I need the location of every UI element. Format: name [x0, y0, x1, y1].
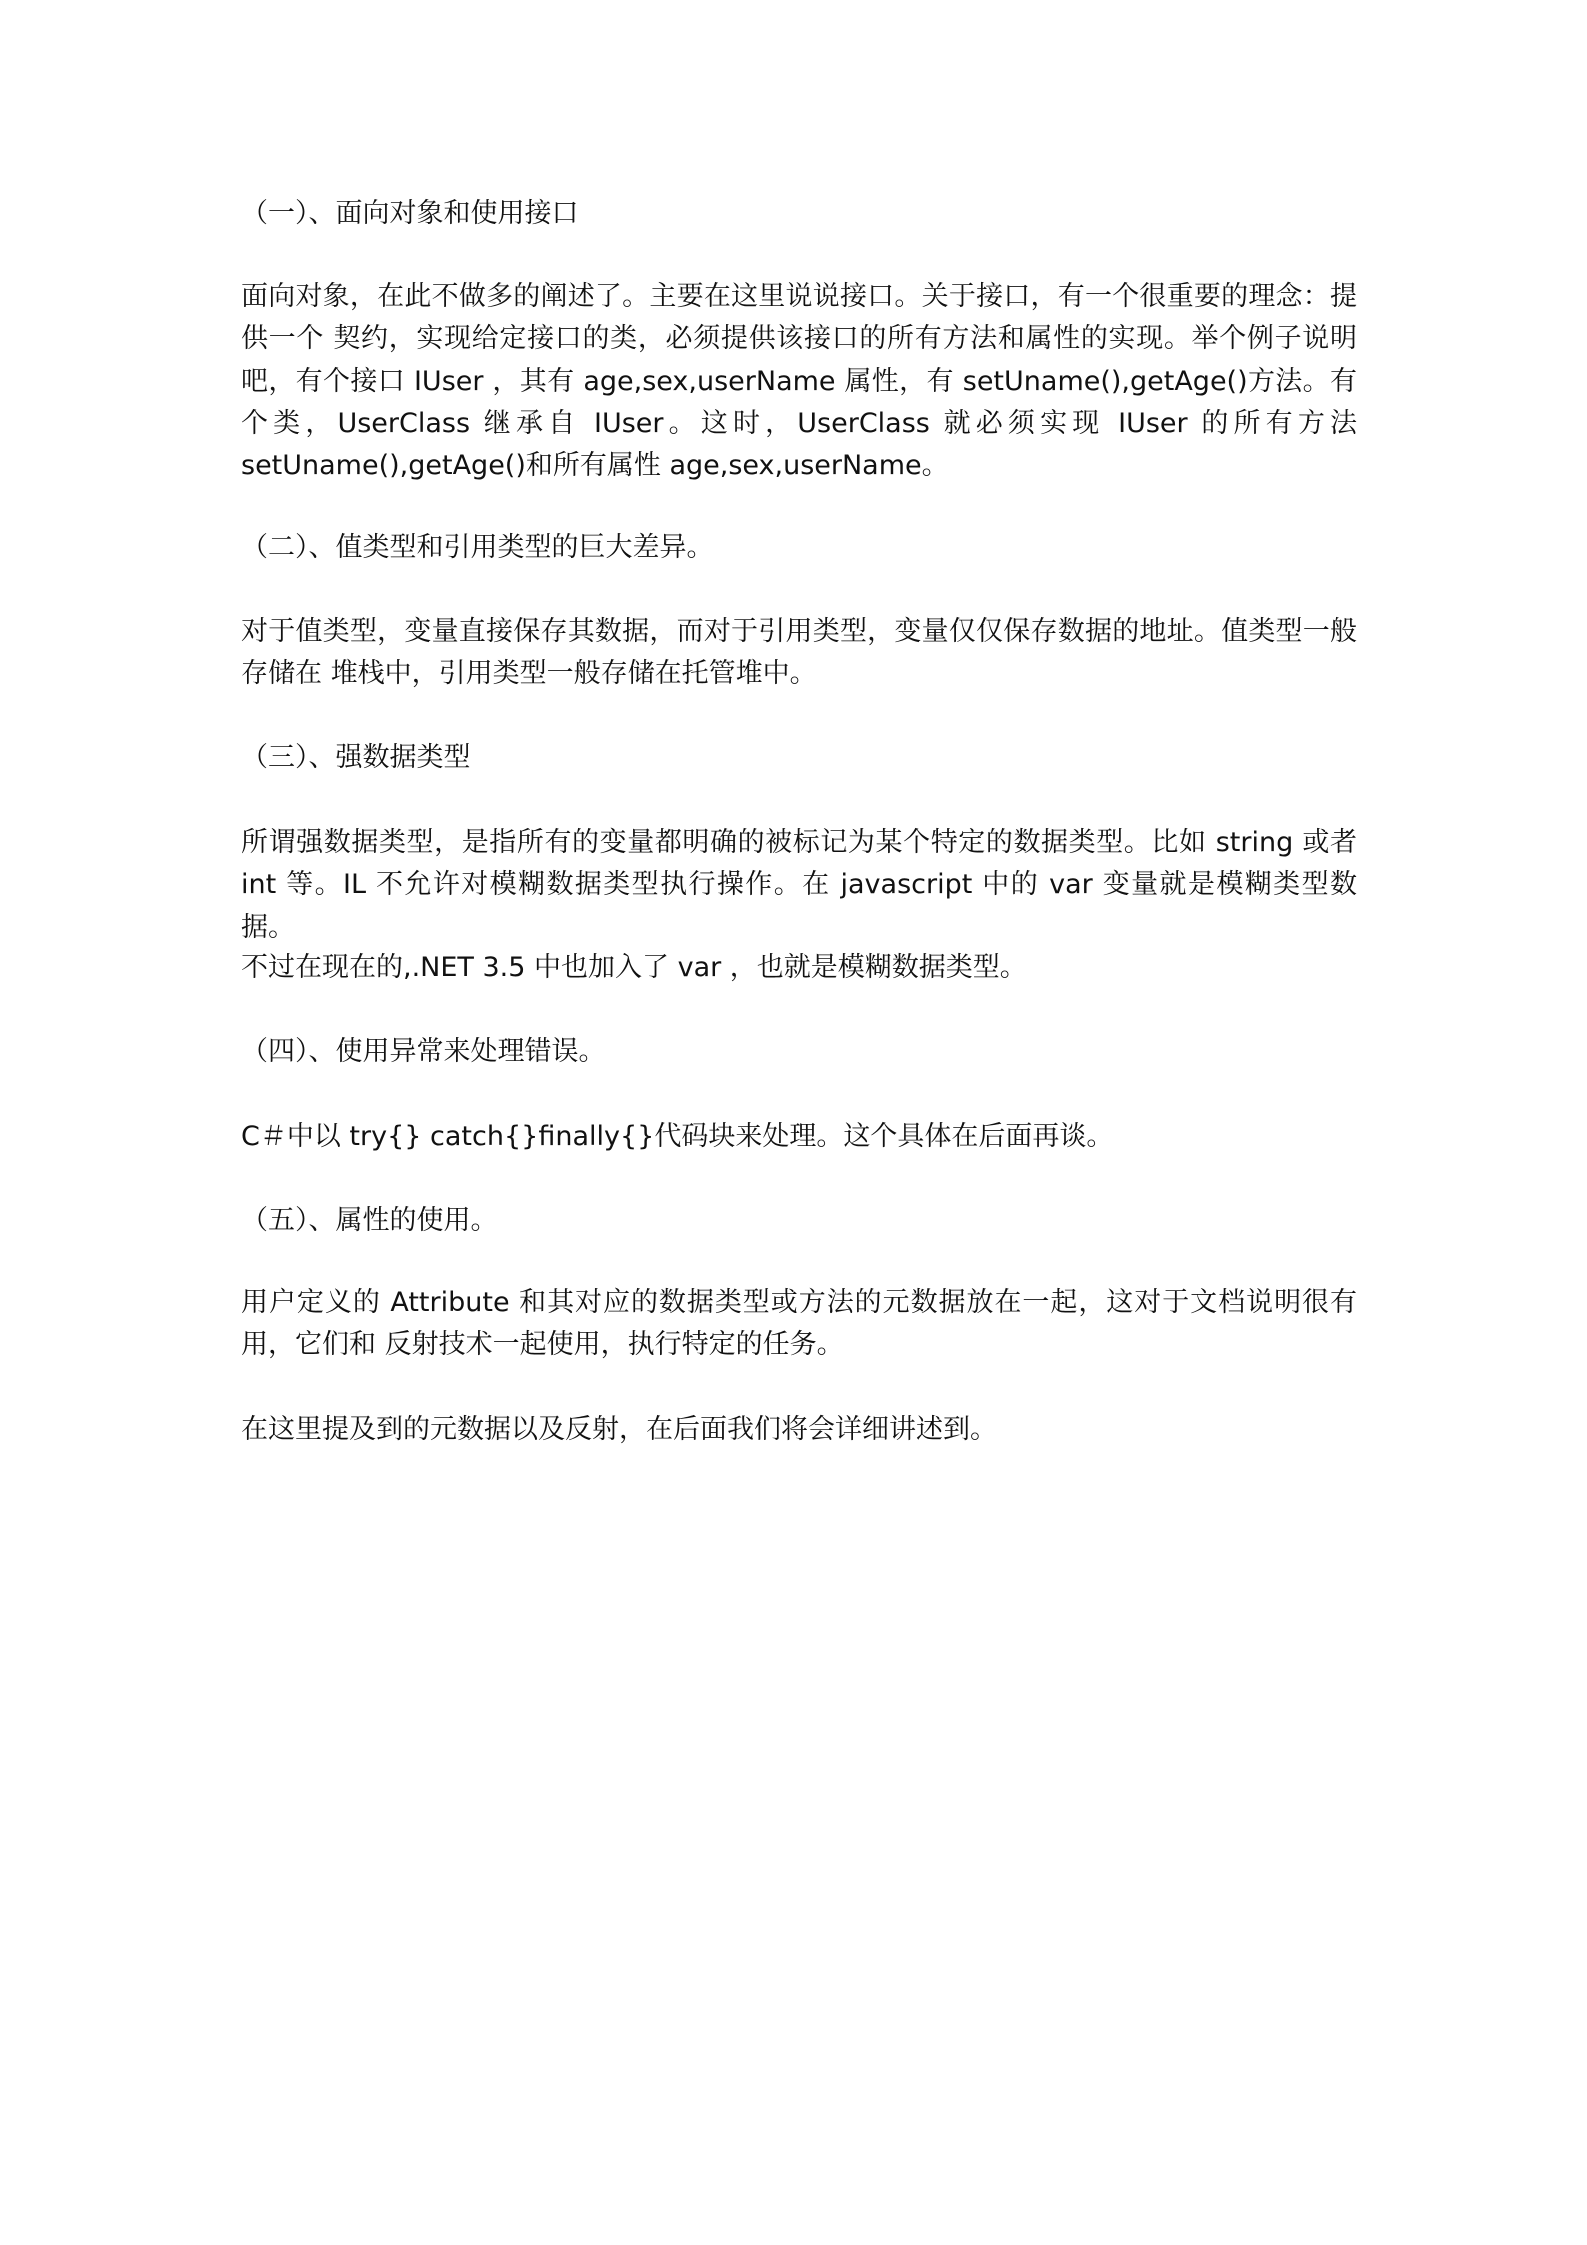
section-heading: （五）、属性的使用。: [241, 1205, 498, 1236]
section-heading: （三）、强数据类型: [241, 742, 471, 773]
paragraph: 面向对象，在此不做多的阐述了。主要在这里说说接口。关于接口，有一个很重要的理念：提供一个 契约，实现给定接口的类，必须提供该接口的所有方法和属性的实现。举个例子说明吧，有个接口 IUser ，其有 age,sex,userName 属性，有 setUname(),getAge()方法。有个类，UserClass 继承自 IUser。这时，UserClass 就必须实现 IUser 的所有方法 setUname(),getAge()和所有属性 age,sex,userName。: [241, 281, 1357, 482]
paragraph: 在这里提及到的元数据以及反射，在后面我们将会详细讲述到。: [241, 1414, 997, 1445]
section-heading: （二）、值类型和引用类型的巨大差异。: [241, 532, 714, 563]
paragraph: 所谓强数据类型，是指所有的变量都明确的被标记为某个特定的数据类型。比如 string 或者int 等。IL 不允许对模糊数据类型执行操作。在 javascript 中的 var 变量就是模糊类型数据。: [241, 827, 1357, 943]
paragraph: 不过在现在的,.NET 3.5 中也加入了 var ，也就是模糊数据类型。: [241, 952, 1027, 983]
section-heading: （一）、面向对象和使用接口: [241, 198, 579, 229]
paragraph: C＃中以 try{} catch{}finally{}代码块来处理。这个具体在后面再谈。: [241, 1121, 1114, 1152]
section-heading: （四）、使用异常来处理错误。: [241, 1036, 606, 1067]
paragraph: 用户定义的 Attribute 和其对应的数据类型或方法的元数据放在一起，这对于文档说明很有用，它们和 反射技术一起使用，执行特定的任务。: [241, 1287, 1357, 1361]
paragraph: 对于值类型，变量直接保存其数据，而对于引用类型，变量仅仅保存数据的地址。值类型一般存储在 堆栈中，引用类型一般存储在托管堆中。: [241, 616, 1357, 690]
